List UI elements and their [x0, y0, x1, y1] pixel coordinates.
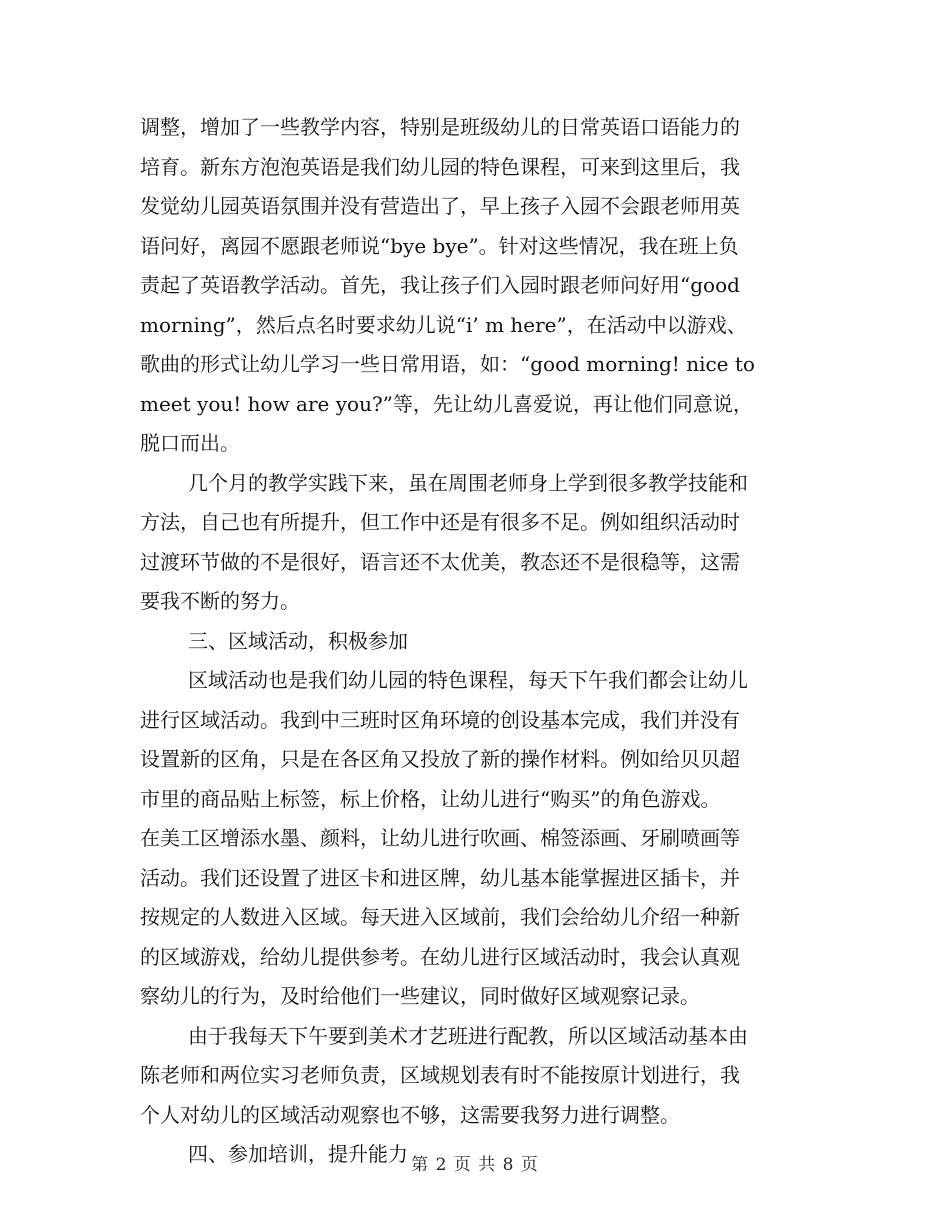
- text-line: 培育。新东方泡泡英语是我们幼儿园的特色课程，可来到这里后，我: [140, 154, 740, 179]
- text-line: 市里的商品贴上标签，标上价格，让幼儿进行“购买”的角色游戏。: [140, 786, 721, 811]
- text-line: 方法，自己也有所提升，但工作中还是有很多不足。例如组织活动时: [140, 510, 740, 534]
- text-line: 陈老师和两位实习老师负责，区域规划表有时不能按原计划进行，我: [140, 1063, 740, 1087]
- section-heading: 三、区域活动，积极参加: [188, 628, 408, 653]
- page-number-footer: 第 2 页 共 8 页: [411, 1155, 539, 1175]
- text-line: 在美工区增添水墨、颜料，让幼儿进行吹画、棉签添画、牙刷喷画等: [140, 826, 740, 850]
- text-line: 按规定的人数进入区域。每天进入区域前，我们会给幼儿介绍一种新: [140, 905, 740, 929]
- text-line: 过渡环节做的不是很好，语言还不太优美，教态还不是很稳等，这需: [140, 549, 740, 574]
- paragraph-start-line: 区域活动也是我们幼儿园的特色课程，每天下午我们都会让幼儿: [188, 668, 748, 692]
- text-line: 设置新的区角，只是在各区角又投放了新的操作材料。例如给贝贝超: [140, 747, 740, 771]
- text-line: 察幼儿的行为，及时给他们一些建议，同时做好区域观察记录。: [140, 984, 700, 1008]
- text-line: meet you! how are you?”等，先让幼儿喜爱说，再让他们同意说，: [140, 391, 753, 416]
- text-line: 调整，增加了一些教学内容，特别是班级幼儿的日常英语口语能力的: [140, 115, 740, 139]
- text-line: 个人对幼儿的区域活动观察也不够，这需要我努力进行调整。: [140, 1102, 680, 1127]
- text-line: 语问好，离园不愿跟老师说“bye bye”。针对这些情况，我在班上负: [140, 233, 739, 258]
- text-line: 活动。我们还设置了进区卡和进区牌，幼儿基本能掌握进区插卡，并: [140, 865, 740, 890]
- text-line: 歌曲的形式让幼儿学习一些日常用语，如：“good morning! nice to: [140, 352, 755, 376]
- document-body: [140, 108, 805, 1175]
- paragraph-start-line: 由于我每天下午要到美术才艺班进行配教，所以区域活动基本由: [188, 1023, 748, 1048]
- text-line: 责起了英语教学活动。首先，我让孩子们入园时跟老师问好用“good: [140, 273, 740, 297]
- text-line: 的区域游戏，给幼儿提供参考。在幼儿进行区域活动时，我会认真观: [140, 944, 740, 969]
- paragraph-start-line: 几个月的教学实践下来，虽在周围老师身上学到很多教学技能和: [188, 470, 748, 495]
- text-line: 发觉幼儿园英语氛围并没有营造出了，早上孩子入园不会跟老师用英: [140, 194, 740, 218]
- text-line: 进行区域活动。我到中三班时区角环境的创设基本完成，我们并没有: [140, 707, 740, 732]
- text-line: morning”，然后点名时要求幼儿说“i’ m here”，在活动中以游戏、: [140, 312, 747, 337]
- text-line: 要我不断的努力。: [140, 589, 300, 613]
- section-heading: 四、参加培训，提升能力: [188, 1142, 408, 1166]
- text-line: 脱口而出。: [140, 431, 240, 455]
